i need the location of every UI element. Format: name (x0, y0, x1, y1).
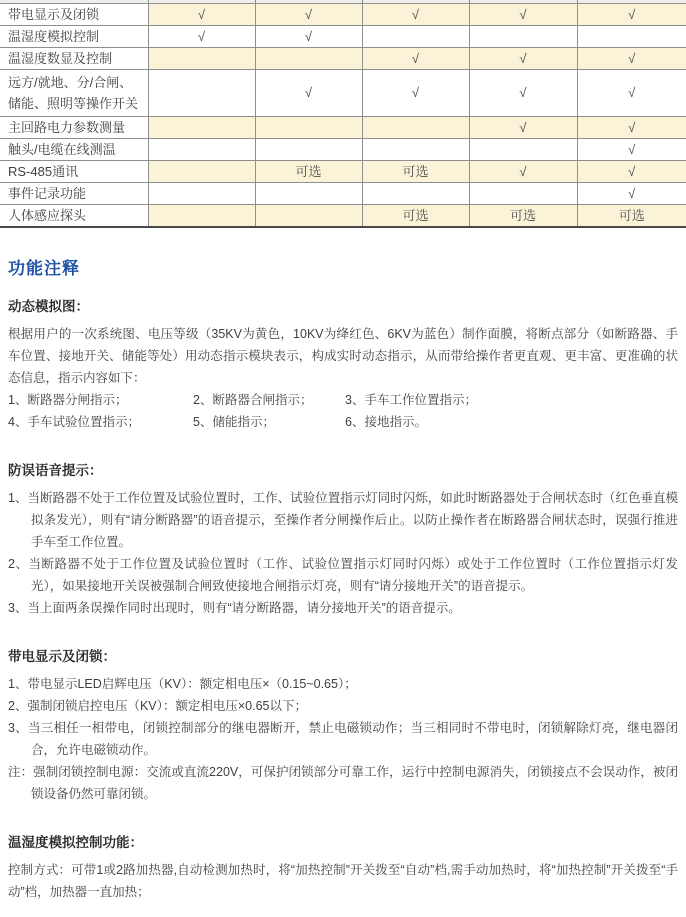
feature-label: 触头/电缆在线测温 (0, 139, 148, 161)
table-row (0, 205, 686, 228)
check-cell: √ (469, 4, 577, 26)
table-row (0, 70, 686, 117)
check-cell (148, 183, 255, 205)
check-cell (469, 26, 577, 48)
check-cell (255, 183, 362, 205)
feature-label: 带电显示及闭锁 (0, 4, 148, 26)
indication-list (8, 389, 678, 433)
check-cell: √ (362, 70, 469, 117)
check-cell: √ (577, 117, 686, 139)
check-cell (148, 205, 255, 228)
paragraph: 控制方式：可带1或2路加热器,自动检测加热时，将“加热控制”开关拨至“自动”档,需手动加热时，将“加热控制”开关拨至“手动”档，加热器一直加热； (8, 863, 678, 899)
list-item: 3、当三相任一相带电，闭锁控制部分的继电器断开，禁止电磁锁动作；当三相同时不带电时，闭锁解除灯亮，继电器闭合，允许电磁锁动作。 (8, 721, 678, 757)
section-live-display-lock (8, 645, 678, 805)
section-title: 动态模拟图： (8, 299, 89, 314)
feature-label: RS-485通讯 (0, 161, 148, 183)
table-row (0, 26, 686, 48)
list-item: 3、手车工作位置指示； (345, 393, 477, 407)
feature-label: 温湿度数显及控制 (0, 48, 148, 70)
list-item: 2、强制闭锁启控电压（KV）：额定相电压×0.65以下； (8, 699, 308, 713)
table-row (0, 48, 686, 70)
section-title: 防误语音提示： (8, 463, 103, 478)
check-cell (255, 139, 362, 161)
check-cell (255, 117, 362, 139)
table-row (0, 117, 686, 139)
page-title: 功能注释 (8, 259, 80, 278)
check-cell: √ (148, 26, 255, 48)
list-item: 2、当断路器不处于工作位置及试验位置时（工作、试验位置指示灯同时闪烁）或处于工作位置时（工作位置指示灯发光），如果接地开关误被强制合闸致使接地合闸指示灯亮，则有“请分接地开关”的语音提示。 (8, 557, 678, 593)
section-title: 带电显示及闭锁： (8, 649, 116, 664)
list-item: 1、断路器分闸指示； (8, 393, 128, 407)
table-row (0, 4, 686, 26)
check-cell: √ (255, 26, 362, 48)
feature-label: 主回路电力参数测量 (0, 117, 148, 139)
check-cell: 可选 (469, 205, 577, 228)
check-cell: √ (255, 70, 362, 117)
check-cell: √ (577, 183, 686, 205)
check-cell: √ (255, 4, 362, 26)
list-item: 4、手车试验位置指示； (8, 415, 140, 429)
check-cell: √ (469, 70, 577, 117)
feature-comparison-table (0, 0, 686, 228)
check-cell (255, 205, 362, 228)
check-cell (469, 183, 577, 205)
section-temp-humidity-control (8, 831, 678, 903)
check-cell (148, 161, 255, 183)
feature-label: 远方/就地、分/合闸、储能、照明等操作开关 (0, 70, 148, 117)
check-cell: 可选 (362, 161, 469, 183)
note-text: 注：强制闭锁控制电源：交流或直流220V，可保护闭锁部分可靠工作，运行中控制电源消失，闭锁接点不会误动作，被闭锁设备仍然可靠闭锁。 (8, 765, 678, 801)
table-row (0, 183, 686, 205)
check-cell: 可选 (577, 205, 686, 228)
list-item: 1、当断路器不处于工作位置及试验位置时，工作、试验位置指示灯同时闪烁，如此时断路器处于合闸状态时（红色垂直模拟条发光），则有“请分断路器”的语音提示，至操作者分闸操作后止。以防止操作者在断路器合闸状态时，误强行推进手车至工作位置。 (8, 491, 678, 549)
list-item: 3、当上面两条误操作同时出现时，则有“请分断路器，请分接地开关”的语音提示。 (8, 601, 461, 615)
paragraph: 根据用户的一次系统图、电压等级（35KV为黄色，10KV为绛红色、6KV为蓝色）制作面膜，将断点部分（如断路器、手车位置、接地开关、储能等处）用动态指示模块表示，构成实时动态指示，从而带给操作者更直观、更丰富、更准确的状态信息，指示内容如下： (8, 327, 678, 385)
table-row (0, 161, 686, 183)
check-cell: 可选 (362, 205, 469, 228)
check-cell (469, 139, 577, 161)
check-cell: √ (577, 139, 686, 161)
check-cell (148, 117, 255, 139)
list-item: 2、断路器合闸指示； (193, 393, 313, 407)
notes-content (0, 254, 686, 917)
section-voice-warning (8, 459, 678, 619)
check-cell: √ (362, 48, 469, 70)
section-title: 温湿度模拟控制功能： (8, 835, 143, 850)
feature-label: 温湿度模拟控制 (0, 26, 148, 48)
list-item: 5、储能指示； (193, 415, 275, 429)
check-cell: √ (469, 48, 577, 70)
check-cell (255, 48, 362, 70)
check-cell: √ (577, 48, 686, 70)
check-cell (148, 139, 255, 161)
table-row (0, 139, 686, 161)
check-cell: √ (577, 4, 686, 26)
check-cell: √ (469, 117, 577, 139)
check-cell (577, 26, 686, 48)
check-cell: √ (577, 70, 686, 117)
check-cell: √ (362, 4, 469, 26)
check-cell: √ (469, 161, 577, 183)
check-cell (362, 26, 469, 48)
check-cell (148, 48, 255, 70)
check-cell (148, 70, 255, 117)
list-item: 1、带电显示LED启辉电压（KV）：额定相电压×（0.15~0.65）； (8, 677, 357, 691)
feature-label: 事件记录功能 (0, 183, 148, 205)
feature-label: 人体感应探头 (0, 205, 148, 228)
check-cell (362, 183, 469, 205)
check-cell (362, 117, 469, 139)
check-cell: 可选 (255, 161, 362, 183)
check-cell: √ (148, 4, 255, 26)
section-dynamic-mimic (8, 295, 678, 433)
check-cell: √ (577, 161, 686, 183)
check-cell (362, 139, 469, 161)
list-item: 6、接地指示。 (345, 415, 427, 429)
